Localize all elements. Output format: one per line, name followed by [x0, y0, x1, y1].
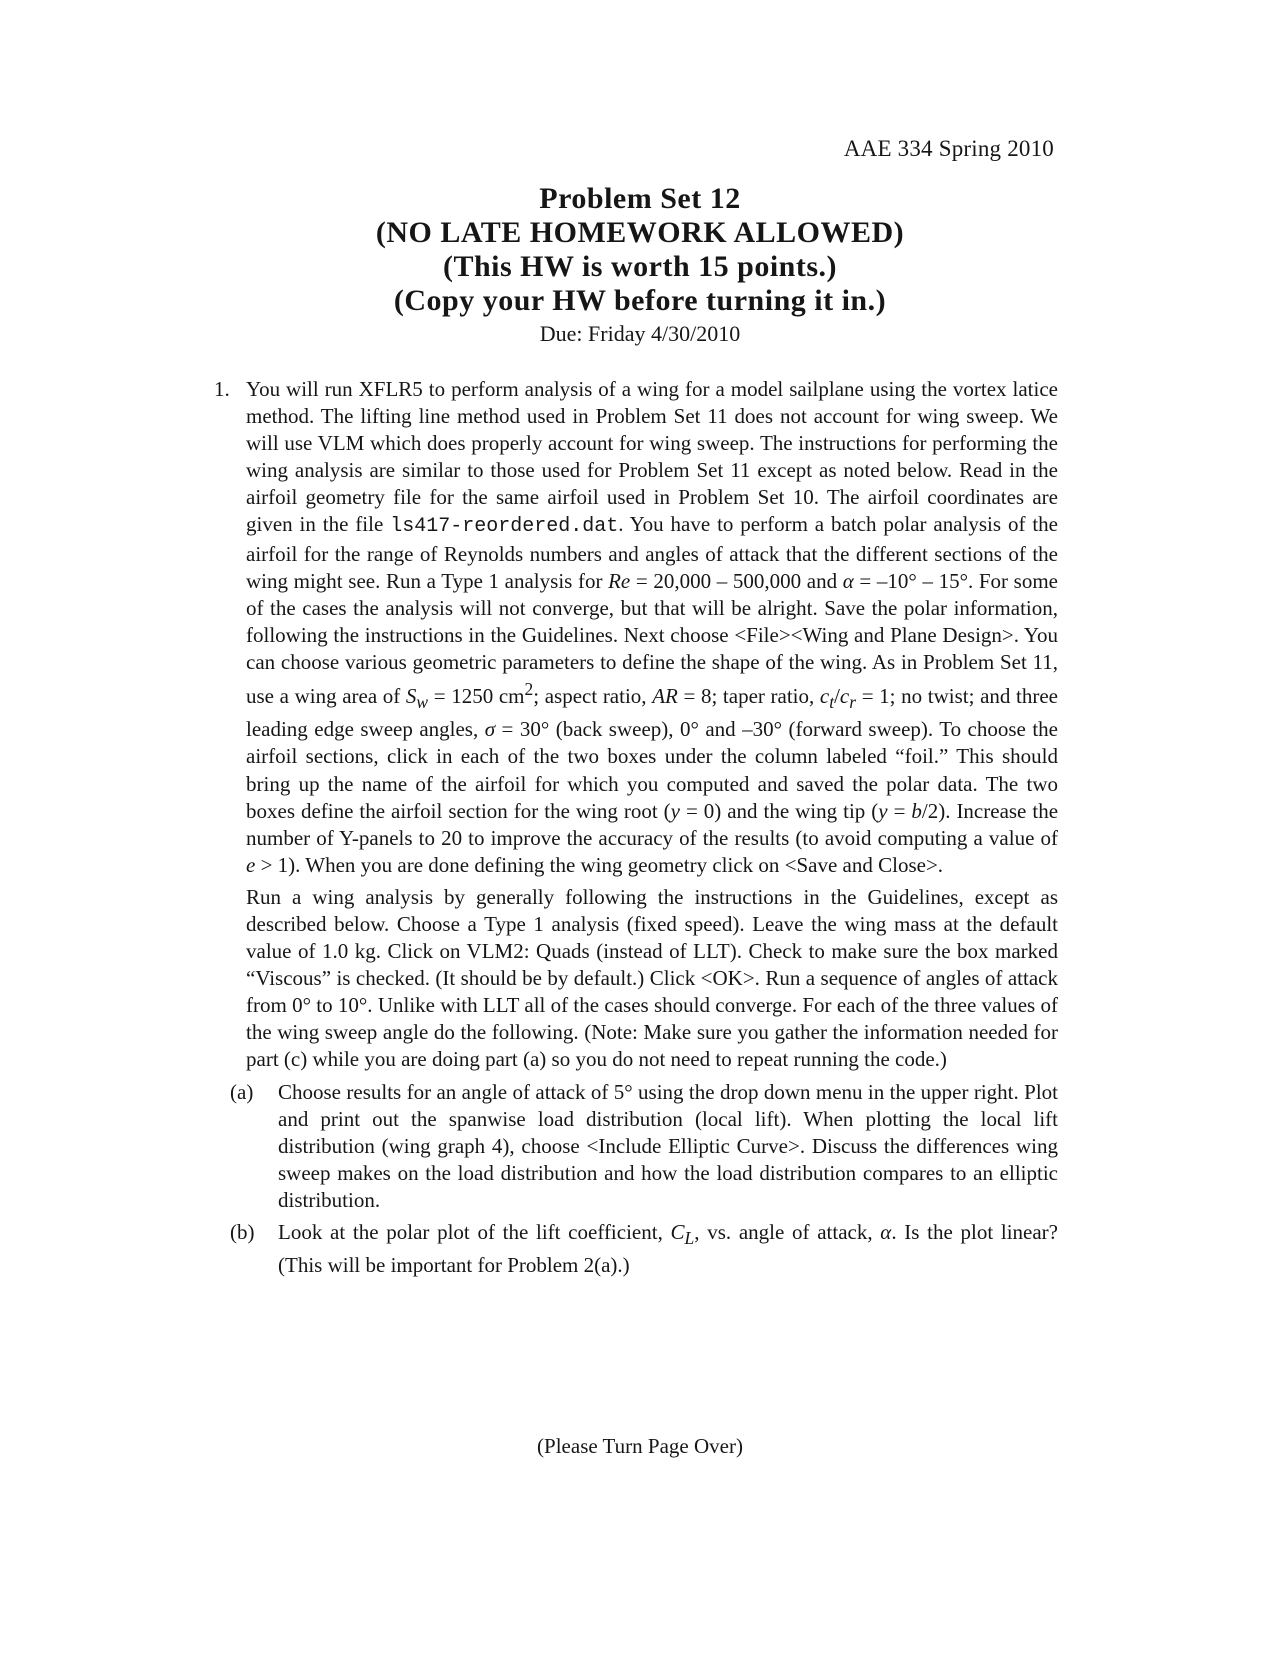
- part-b-label: (b): [230, 1220, 255, 1244]
- part-b: [230, 1219, 1058, 1279]
- due-date: Due: Friday 4/30/2010: [539, 321, 741, 346]
- title-block: [0, 182, 1280, 348]
- airfoil-filename: ls417-reordered.dat: [390, 515, 619, 539]
- part-a: [230, 1079, 1058, 1214]
- problem-number: 1.: [214, 377, 230, 401]
- no-late-notice: (NO LATE HOMEWORK ALLOWED): [375, 216, 905, 249]
- part-a-text: Choose results for an angle of attack of 5° using the drop down menu in the upper right. Plot and print out the spanwise load distribution (local lift). When plotting the local lift distribution (wing graph 4), choose <Include Elliptic Curve>. Discuss the differences wing sweep makes on the load distribution and how the load distribution compares to an elliptic distribution.: [278, 1079, 1058, 1212]
- problem-set-title: Problem Set 12: [539, 182, 741, 215]
- copy-notice: (Copy your HW before turning it in.): [393, 284, 887, 317]
- points-notice: (This HW is worth 15 points.): [442, 250, 837, 283]
- problem-1-body: [214, 376, 1058, 1279]
- part-b-text: Look at the polar plot of the lift coefficient, $C_L$, vs. angle of attack, α. Is the plot linear? (This will be important for Problem 2(a).): [278, 1220, 1058, 1278]
- turn-page-note: (Please Turn Page Over): [537, 1434, 743, 1458]
- part-a-label: (a): [230, 1079, 254, 1104]
- course-header: AAE 334 Spring 2010: [843, 136, 1054, 161]
- instructions-paragraph-2: Run a wing analysis by generally following the instructions in the Guidelines, except as described below. Choose a Type 1 analysis (fixed speed). Leave the wing mass at the default value of 1.0 kg. Click on VLM2: Quads (instead of LLT). Check to make sure the box marked “Viscous” is checked. (It should be by default.) Click <OK>. Run a sequence of angles of attack from 0° to 10°. Unlike with LLT all of the cases should converge. For each of the three values of the wing sweep angle do the following. (Note: Make sure you gather the information needed for part (c) while you are doing part (a) so you do not need to repeat running the code.): [246, 884, 1058, 1072]
- instructions-paragraph-1: You will run XFLR5 to perform analysis of a wing for a model sailplane using the vortex latice method. The lifting line method used in Problem Set 11 does not account for wing sweep. We will use VLM which does properly account for wing sweep. The instructions for performing the wing analysis are similar to those used for Problem Set 11 except as noted below. Read in the airfoil geometry file for the same airfoil used in Problem Set 10. The airfoil coordinates are given in the file ls417-reordered.dat. You have to perform a batch polar analysis of the airfoil for the range of Reynolds numbers and angles of attack that the different sections of the wing might see. Run a Type 1 analysis for Re = 20,000 – 500,000 and α = –10° – 15°. For some of the cases the analysis will not converge, but that will be alright. Save the polar information, following the instructions in the Guidelines. Next choose <File><Wing and Plane Design>. You can choose various geometric parameters to define the shape of the wing. As in Problem Set 11, use a wing area of $S_w = 1250$ $cm^2$; aspect ratio, AR = 8; taper ratio, $c_t/c_r = 1$; no twist; and three leading edge sweep angles, σ = 30° (back sweep), 0° and –30° (forward sweep). To choose the airfoil sections, click in each of the two boxes under the column labeled “foil.” This should bring up the name of the airfoil for which you computed and saved the polar data. The two boxes define the airfoil section for the wing root (y = 0) and the wing tip (y = b/2). Increase the number of Y-panels to 20 to improve the accuracy of the results (to avoid computing a value of e > 1). When you are done defining the wing geometry click on <Save and Close>.: [246, 377, 1059, 877]
- problem-1: [214, 376, 1058, 1279]
